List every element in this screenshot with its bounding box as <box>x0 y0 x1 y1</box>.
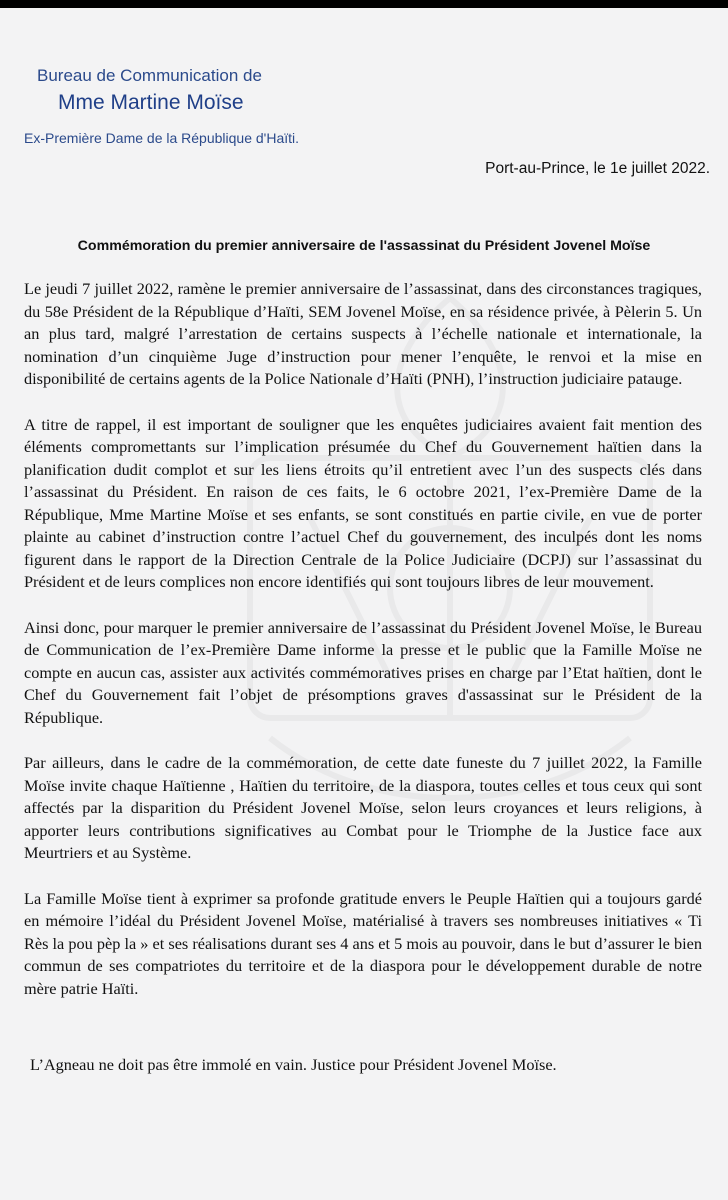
closing-statement: L’Agneau ne doit pas être immolé en vain. Justice pour Président Jovenel Moïse. <box>30 1055 557 1074</box>
letterhead-name: Mme Martine Moïse <box>58 91 244 114</box>
paragraph-1: Le jeudi 7 juillet 2022, ramène le premier anniversaire de l’assassinat, dans des circonstances tragiques, du 58e Président de la République d’Haïti, SEM Jovenel Moïse, en sa résidence privée, à Pèlerin 5. Un an plus tard, malgré l’arrestation de certains suspects à l’échelle nationale et internationale, la nomination d’un cinquième Juge d’instruction pour mener l’enquête, le renvoi et la mise en disponibilité de certains agents de la Police Nationale d’Haïti (PNH), l’instruction judiciaire patauge. <box>24 279 702 388</box>
date-line: Port-au-Prince, le 1e juillet 2022. <box>485 160 710 177</box>
paragraph-4: Par ailleurs, dans le cadre de la commémoration, de cette date funeste du 7 juillet 2022, la Famille Moïse invite chaque Haïtienne , Haïtien du territoire, de la diaspora, toutes celles et tous ceux qui sont affectés par la disparition du Président Jovenel Moïse, selon leurs croyances et leurs religions, à apporter leurs contributions significatives au Combat pour le Triomphe de la Justice face aux Meurtriers et au Système. <box>24 753 702 862</box>
paragraph-5: La Famille Moïse tient à exprimer sa profonde gratitude envers le Peuple Haïtien qui a toujours gardé en mémoire l’idéal du Président Jovenel Moïse, matérialisé à travers ses nombreuses initiatives « Ti Rès la pou pèp la » et ses réalisations durant ses 4 ans et 5 mois au pouvoir, dans le but d’assurer le bien commun de ses compatriotes du territoire et de la diaspora pour le développement durable de notre mère patrie Haïti. <box>24 888 702 998</box>
letterhead-title: Ex-Première Dame de la République d'Haïti. <box>24 130 300 146</box>
document-page <box>0 8 728 1200</box>
document-body <box>24 278 702 1023</box>
paragraph-3: Ainsi donc, pour marquer le premier anniversaire de l’assassinat du Président Jovenel Moïse, le Bureau de Communication de l’ex-Première Dame informe la presse et le public que la Famille Moïse ne compte en aucun cas, assister aux activités commémoratives prises en charge par l’Etat haïtien, dont le Chef du Gouvernement fait l’objet de présomptions graves d'assassinat sur le Président de la République. <box>24 617 702 727</box>
paragraph-2: A titre de rappel, il est important de souligner que les enquêtes judiciaires avaient fait mention des éléments compromettants sur l’implication présumée du Chef du Gouvernement haïtien dans la planification dudit complot et sur les liens étroits qu’il entretient avec l’un des suspects clés dans l’assassinat du Président. En raison de ces faits, le 6 octobre 2021, l’ex-Première Dame de la République, Mme Martine Moïse et ses enfants, se sont constitués en partie civile, en vue de porter plainte au cabinet d’instruction contre l’actuel Chef du gouvernement, des inculpés dont les noms figurent dans le rapport de la Direction Centrale de la Police Judiciaire (DCPJ) sur l’assassinat du Président et de leurs complices non encore identifiés qui sont toujours libres de leur mouvement. <box>24 414 702 591</box>
letterhead-office: Bureau de Communication de <box>37 66 262 85</box>
document-title: Commémoration du premier anniversaire de l'assassinat du Président Jovenel Moïse <box>77 238 651 254</box>
